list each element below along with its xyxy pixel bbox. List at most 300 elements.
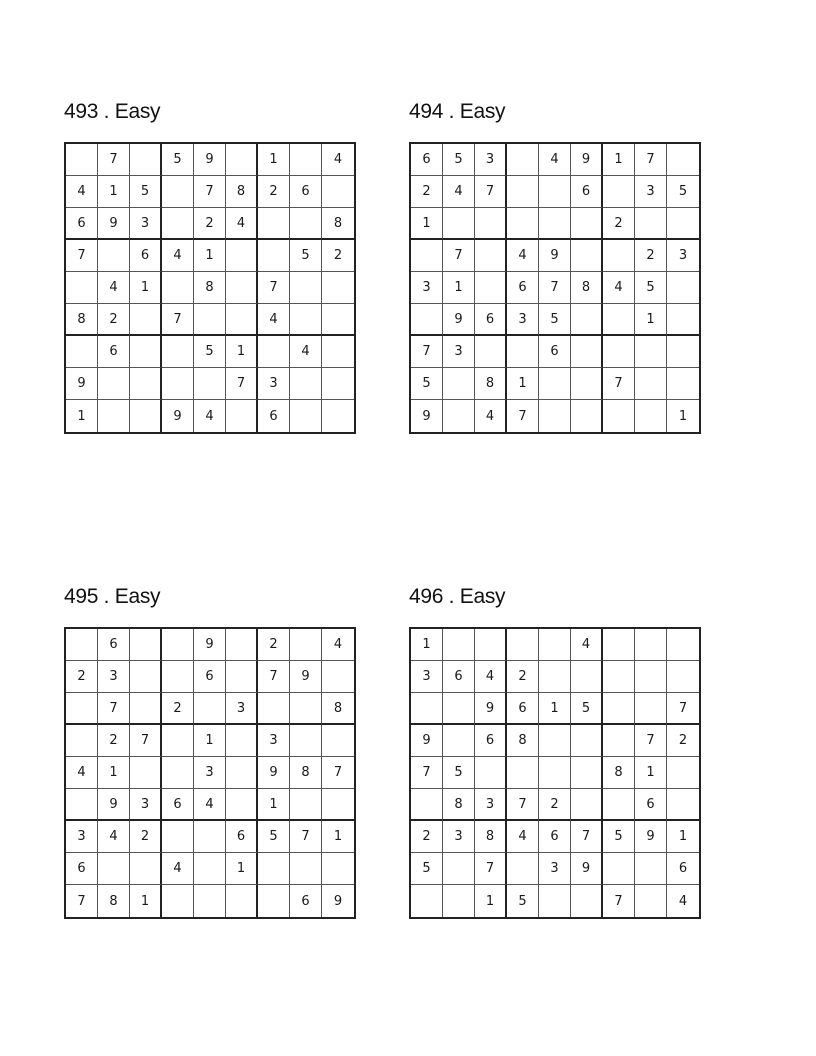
- sudoku-cell: 7: [507, 400, 539, 432]
- sudoku-cell: [667, 272, 699, 304]
- sudoku-cell: 7: [258, 272, 290, 304]
- sudoku-cell: 3: [507, 304, 539, 336]
- sudoku-cell: 1: [667, 821, 699, 853]
- sudoku-cell: 5: [571, 693, 603, 725]
- sudoku-cell: [322, 400, 354, 432]
- sudoku-cell: 2: [411, 821, 443, 853]
- sudoku-cell: [667, 208, 699, 240]
- sudoku-cell: [194, 304, 226, 336]
- sudoku-cell: 8: [322, 208, 354, 240]
- sudoku-cell: [290, 400, 322, 432]
- sudoku-cell: 7: [66, 885, 98, 917]
- sudoku-cell: [603, 661, 635, 693]
- sudoku-cell: [411, 789, 443, 821]
- sudoku-cell: 3: [194, 757, 226, 789]
- sudoku-cell: [162, 725, 194, 757]
- sudoku-cell: 4: [507, 821, 539, 853]
- sudoku-cell: [507, 336, 539, 368]
- puzzle-title: 494 . Easy: [409, 100, 506, 123]
- sudoku-cell: 6: [475, 304, 507, 336]
- sudoku-cell: [539, 368, 571, 400]
- sudoku-cell: [66, 693, 98, 725]
- sudoku-cell: 7: [322, 757, 354, 789]
- sudoku-cell: 7: [443, 240, 475, 272]
- sudoku-cell: [603, 336, 635, 368]
- sudoku-cell: [667, 757, 699, 789]
- sudoku-cell: [290, 368, 322, 400]
- sudoku-cell: 9: [194, 144, 226, 176]
- sudoku-cell: 4: [162, 240, 194, 272]
- sudoku-cell: 4: [539, 144, 571, 176]
- sudoku-cell: [411, 240, 443, 272]
- sudoku-cell: 5: [443, 144, 475, 176]
- sudoku-cell: [162, 757, 194, 789]
- sudoku-cell: [162, 272, 194, 304]
- sudoku-cell: 1: [258, 789, 290, 821]
- sudoku-cell: 1: [678, 408, 688, 424]
- sudoku-cell: [475, 272, 507, 304]
- sudoku-cell: [603, 400, 635, 432]
- sudoku-cell: [443, 208, 475, 240]
- sudoku-cell: 5: [194, 336, 226, 368]
- sudoku-cell: 6: [226, 821, 258, 853]
- sudoku-grid: [64, 627, 356, 919]
- sudoku-cell: [226, 757, 258, 789]
- sudoku-cell: [571, 885, 603, 917]
- sudoku-cell: [258, 240, 290, 272]
- sudoku-cell: [603, 853, 635, 885]
- sudoku-cell: [258, 885, 290, 917]
- sudoku-cell: [635, 693, 667, 725]
- sudoku-cell: 9: [411, 725, 443, 757]
- sudoku-cell: [98, 240, 130, 272]
- sudoku-cell: [507, 853, 539, 885]
- sudoku-cell: 4: [162, 853, 194, 885]
- sudoku-cell: 2: [66, 661, 98, 693]
- sudoku-cell: [290, 272, 322, 304]
- sudoku-cell: 7: [603, 368, 635, 400]
- sudoku-grid: [409, 142, 701, 434]
- sudoku-cell: 7: [258, 661, 290, 693]
- sudoku-cell: 1: [194, 240, 226, 272]
- sudoku-cell: 8: [66, 304, 98, 336]
- sudoku-cell: 9: [290, 661, 322, 693]
- sudoku-cell: [667, 789, 699, 821]
- sudoku-cell: 6: [507, 693, 539, 725]
- sudoku-cell: [322, 272, 354, 304]
- sudoku-cell: 4: [258, 304, 290, 336]
- sudoku-cell: 6: [66, 853, 98, 885]
- sudoku-cell: [322, 368, 354, 400]
- sudoku-cell: 6: [411, 144, 443, 176]
- sudoku-cell: 3: [130, 789, 162, 821]
- sudoku-cell: 9: [66, 368, 98, 400]
- sudoku-cell: 3: [475, 789, 507, 821]
- sudoku-cell: 2: [98, 304, 130, 336]
- sudoku-cell: 1: [603, 144, 635, 176]
- sudoku-cell: 3: [98, 661, 130, 693]
- sudoku-cell: [258, 693, 290, 725]
- sudoku-cell: [322, 789, 354, 821]
- sudoku-cell: 9: [443, 304, 475, 336]
- sudoku-cell: 4: [226, 208, 258, 240]
- sudoku-cell: 3: [667, 240, 699, 272]
- sudoku-cell: 9: [571, 853, 603, 885]
- sudoku-cell: [66, 144, 98, 176]
- sudoku-cell: [571, 240, 603, 272]
- sudoku-cell: [66, 272, 98, 304]
- sudoku-cell: [130, 144, 162, 176]
- sudoku-cell: [290, 789, 322, 821]
- sudoku-cell: [130, 368, 162, 400]
- sudoku-cell: [443, 629, 475, 661]
- sudoku-cell: 7: [571, 821, 603, 853]
- sudoku-cell: 9: [635, 821, 667, 853]
- sudoku-cell: 6: [258, 400, 290, 432]
- sudoku-cell: 8: [443, 789, 475, 821]
- sudoku-cell: [162, 208, 194, 240]
- sudoku-cell: [475, 208, 507, 240]
- sudoku-cell: [603, 629, 635, 661]
- sudoku-cell: 5: [603, 821, 635, 853]
- sudoku-cell: [226, 661, 258, 693]
- sudoku-cell: [603, 725, 635, 757]
- sudoku-cell: 4: [194, 400, 226, 432]
- sudoku-cell: [98, 368, 130, 400]
- sudoku-cell: 9: [539, 240, 571, 272]
- sudoku-cell: 2: [667, 725, 699, 757]
- puzzle-494: [409, 98, 703, 434]
- sudoku-cell: 1: [226, 853, 258, 885]
- sudoku-cell: [603, 240, 635, 272]
- sudoku-cell: 3: [66, 821, 98, 853]
- sudoku-cell: [98, 853, 130, 885]
- sudoku-cell: 2: [635, 240, 667, 272]
- sudoku-cell: 4: [322, 144, 354, 176]
- sudoku-cell: 7: [539, 272, 571, 304]
- sudoku-cell: [635, 629, 667, 661]
- sudoku-cell: [443, 725, 475, 757]
- sudoku-cell: 8: [194, 272, 226, 304]
- sudoku-cell: 4: [290, 336, 322, 368]
- sudoku-cell: 5: [258, 821, 290, 853]
- sudoku-cell: [290, 208, 322, 240]
- sudoku-cell: 4: [66, 757, 98, 789]
- sudoku-cell: [226, 144, 258, 176]
- sudoku-cell: [539, 757, 571, 789]
- sudoku-cell: 1: [66, 400, 98, 432]
- sudoku-cell: 5: [507, 885, 539, 917]
- sudoku-cell: [130, 757, 162, 789]
- sudoku-cell: [571, 368, 603, 400]
- sudoku-cell: [226, 885, 258, 917]
- sudoku-cell: 7: [411, 757, 443, 789]
- sudoku-cell: [539, 400, 571, 432]
- sudoku-cell: [130, 629, 162, 661]
- sudoku-cell: 2: [539, 789, 571, 821]
- sudoku-cell: 7: [475, 853, 507, 885]
- sudoku-cell: 6: [290, 176, 322, 208]
- sudoku-cell: 9: [258, 757, 290, 789]
- sudoku-cell: 2: [603, 208, 635, 240]
- sudoku-cell: [322, 725, 354, 757]
- sudoku-cell: 6: [98, 629, 130, 661]
- sudoku-cell: [539, 885, 571, 917]
- sudoku-cell: [667, 144, 699, 176]
- sudoku-cell: 3: [443, 336, 475, 368]
- sudoku-cell: [322, 661, 354, 693]
- sudoku-cell: 2: [322, 240, 354, 272]
- sudoku-cell: 6: [162, 789, 194, 821]
- sudoku-cell: [162, 176, 194, 208]
- sudoku-cell: 7: [475, 176, 507, 208]
- sudoku-cell: [66, 789, 98, 821]
- sudoku-cell: [162, 821, 194, 853]
- sudoku-cell: 9: [98, 208, 130, 240]
- sudoku-cell: 3: [258, 725, 290, 757]
- sudoku-cell: 8: [603, 757, 635, 789]
- sudoku-cell: 6: [66, 208, 98, 240]
- sudoku-cell: [290, 853, 322, 885]
- sudoku-cell: [411, 885, 443, 917]
- sudoku-cell: [475, 336, 507, 368]
- sudoku-cell: [322, 336, 354, 368]
- sudoku-cell: 5: [411, 853, 443, 885]
- sudoku-cell: [507, 176, 539, 208]
- sudoku-cell: [130, 304, 162, 336]
- sudoku-cell: 1: [258, 144, 290, 176]
- sudoku-cell: 2: [258, 629, 290, 661]
- sudoku-cell: [290, 144, 322, 176]
- sudoku-cell: [603, 176, 635, 208]
- sudoku-cell: [603, 693, 635, 725]
- sudoku-cell: 6: [539, 821, 571, 853]
- sudoku-cell: [194, 885, 226, 917]
- sudoku-cell: 6: [194, 661, 226, 693]
- puzzle-493: [64, 98, 358, 434]
- sudoku-cell: 4: [98, 821, 130, 853]
- sudoku-cell: [507, 208, 539, 240]
- sudoku-cell: [635, 885, 667, 917]
- sudoku-cell: [194, 821, 226, 853]
- sudoku-cell: 5: [635, 272, 667, 304]
- sudoku-cell: [194, 368, 226, 400]
- sudoku-cell: 5: [539, 304, 571, 336]
- sudoku-cell: [162, 368, 194, 400]
- sudoku-cell: 2: [130, 821, 162, 853]
- sudoku-cell: 7: [635, 144, 667, 176]
- sudoku-cell: [507, 144, 539, 176]
- puzzle-title: 496 . Easy: [409, 585, 506, 608]
- sudoku-cell: 8: [475, 368, 507, 400]
- sudoku-cell: 1: [539, 693, 571, 725]
- sudoku-cell: 6: [130, 240, 162, 272]
- sudoku-cell: 7: [635, 725, 667, 757]
- sudoku-cell: 1: [226, 336, 258, 368]
- sudoku-cell: 7: [411, 336, 443, 368]
- sudoku-cell: 6: [667, 853, 699, 885]
- puzzle-495: [64, 583, 358, 919]
- sudoku-cell: 5: [290, 240, 322, 272]
- sudoku-cell: 4: [194, 789, 226, 821]
- sudoku-cell: 4: [443, 176, 475, 208]
- sudoku-cell: 1: [507, 368, 539, 400]
- sudoku-cell: 7: [290, 821, 322, 853]
- sudoku-cell: [130, 693, 162, 725]
- sudoku-cell: 3: [226, 693, 258, 725]
- sudoku-cell: 7: [603, 885, 635, 917]
- sudoku-cell: [258, 853, 290, 885]
- sudoku-cell: [226, 725, 258, 757]
- sudoku-cell: 1: [475, 885, 507, 917]
- sudoku-cell: 9: [411, 400, 443, 432]
- sudoku-cell: [258, 208, 290, 240]
- sudoku-cell: [443, 693, 475, 725]
- sudoku-cell: 5: [130, 176, 162, 208]
- sudoku-cell: [571, 208, 603, 240]
- sudoku-cell: 2: [98, 725, 130, 757]
- puzzle-title: 495 . Easy: [64, 585, 161, 608]
- sudoku-cell: 1: [322, 821, 354, 853]
- sudoku-cell: 3: [258, 368, 290, 400]
- sudoku-cell: 8: [322, 693, 354, 725]
- sudoku-cell: 6: [98, 336, 130, 368]
- sudoku-cell: 6: [539, 336, 571, 368]
- sudoku-cell: 1: [443, 272, 475, 304]
- sudoku-cell: 7: [507, 789, 539, 821]
- sudoku-cell: [322, 176, 354, 208]
- sudoku-cell: [475, 629, 507, 661]
- sudoku-cell: [635, 661, 667, 693]
- sudoku-cell: [507, 757, 539, 789]
- sudoku-cell: [162, 885, 194, 917]
- sudoku-cell: [98, 400, 130, 432]
- sudoku-cell: [667, 629, 699, 661]
- sudoku-cell: [571, 725, 603, 757]
- sudoku-cell: 8: [290, 757, 322, 789]
- sudoku-cell: [130, 661, 162, 693]
- sudoku-cell: 7: [162, 304, 194, 336]
- sudoku-cell: [667, 368, 699, 400]
- sudoku-cell: [635, 336, 667, 368]
- sudoku-cell: 5: [411, 368, 443, 400]
- sudoku-cell: [539, 208, 571, 240]
- sudoku-cell: [66, 629, 98, 661]
- sudoku-cell: [443, 885, 475, 917]
- sudoku-cell: [290, 629, 322, 661]
- sudoku-cell: [475, 240, 507, 272]
- sudoku-cell: 4: [571, 629, 603, 661]
- sudoku-cell: [571, 789, 603, 821]
- sudoku-cell: 3: [130, 208, 162, 240]
- sudoku-cell: [635, 400, 667, 432]
- sudoku-cell: 4: [678, 893, 688, 909]
- sudoku-cell: 4: [98, 272, 130, 304]
- sudoku-cell: 1: [411, 629, 443, 661]
- sudoku-cell: [539, 661, 571, 693]
- sudoku-cell: [66, 725, 98, 757]
- sudoku-cell: 6: [475, 725, 507, 757]
- sudoku-cell: 1: [411, 208, 443, 240]
- sudoku-cell: 1: [635, 304, 667, 336]
- sudoku-cell: 1: [635, 757, 667, 789]
- sudoku-cell: 2: [507, 661, 539, 693]
- sudoku-cell: [571, 336, 603, 368]
- sudoku-cell: [411, 304, 443, 336]
- sudoku-cell: 7: [98, 144, 130, 176]
- sudoku-cell: 9: [475, 693, 507, 725]
- sudoku-cell: 7: [667, 693, 699, 725]
- sudoku-cell: [539, 725, 571, 757]
- sudoku-cell: 4: [507, 240, 539, 272]
- sudoku-cell: 3: [443, 821, 475, 853]
- sudoku-cell: [322, 304, 354, 336]
- sudoku-cell: 1: [130, 272, 162, 304]
- sudoku-cell: 2: [194, 208, 226, 240]
- sudoku-cell: [130, 853, 162, 885]
- sudoku-cell: 9: [98, 789, 130, 821]
- puzzle-title: 493 . Easy: [64, 100, 161, 123]
- sudoku-cell: 2: [162, 693, 194, 725]
- sudoku-cell: [667, 304, 699, 336]
- sudoku-cell: [226, 629, 258, 661]
- sudoku-cell: 6: [635, 789, 667, 821]
- sudoku-cell: 3: [475, 144, 507, 176]
- sudoku-cell: 6: [571, 176, 603, 208]
- sudoku-cell: [226, 240, 258, 272]
- sudoku-cell: 3: [635, 176, 667, 208]
- sudoku-cell: 5: [443, 757, 475, 789]
- sudoku-cell: 5: [162, 144, 194, 176]
- sudoku-cell: [130, 336, 162, 368]
- puzzle-496: [409, 583, 703, 919]
- sudoku-cell: [162, 629, 194, 661]
- sudoku-cell: 2: [411, 176, 443, 208]
- sudoku-cell: [194, 693, 226, 725]
- sudoku-cell: [162, 661, 194, 693]
- sudoku-cell: 4: [475, 400, 507, 432]
- sudoku-cell: [539, 176, 571, 208]
- sudoku-cell: [194, 853, 226, 885]
- sudoku-cell: [667, 661, 699, 693]
- sudoku-cell: [226, 400, 258, 432]
- sudoku-cell: [226, 272, 258, 304]
- sudoku-cell: 8: [475, 821, 507, 853]
- sudoku-cell: 6: [443, 661, 475, 693]
- sudoku-cell: [603, 304, 635, 336]
- sudoku-cell: [475, 757, 507, 789]
- sudoku-cell: [443, 853, 475, 885]
- sudoku-cell: [162, 336, 194, 368]
- sudoku-cell: 8: [507, 725, 539, 757]
- sudoku-cell: [571, 304, 603, 336]
- sudoku-cell: 4: [603, 272, 635, 304]
- sudoku-cell: [226, 789, 258, 821]
- sudoku-cell: [290, 304, 322, 336]
- sudoku-cell: 8: [226, 176, 258, 208]
- sudoku-cell: [635, 208, 667, 240]
- sudoku-cell: 1: [194, 725, 226, 757]
- sudoku-cell: 3: [411, 272, 443, 304]
- sudoku-cell: [635, 368, 667, 400]
- sudoku-cell: 4: [475, 661, 507, 693]
- sudoku-cell: [411, 693, 443, 725]
- sudoku-cell: 9: [162, 400, 194, 432]
- sudoku-cell: 9: [333, 893, 343, 909]
- sudoku-cell: 1: [98, 757, 130, 789]
- sudoku-grid: [409, 627, 701, 919]
- sudoku-cell: [571, 400, 603, 432]
